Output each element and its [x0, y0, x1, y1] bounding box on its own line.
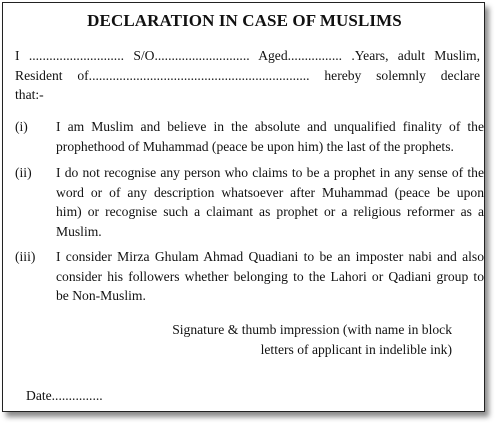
- signature-block: [172, 320, 452, 359]
- declaration-item: [56, 117, 484, 156]
- item-line: prophethood of Muhammad (peace be upon him) the last of the prophets.: [56, 138, 454, 154]
- item-line: word or of any description whatsoever after Muhammad (peace be upon: [56, 184, 484, 200]
- declaration-item: [56, 163, 484, 241]
- date-field: Date...............: [26, 388, 103, 403]
- item-line: Muslim.: [56, 223, 102, 239]
- intro-line: Resident of................................................................. hereby solemnly declare: [15, 67, 480, 83]
- item-line: I am Muslim and believe in the absolute and unqualified finality of the: [56, 119, 484, 134]
- item-marker: (i): [15, 119, 28, 134]
- item-line: consider his followers whether belonging to the Lahori or Qadiani group to: [56, 268, 484, 284]
- signature-line: letters of applicant in indelible ink): [260, 341, 452, 357]
- intro-paragraph: [15, 46, 480, 105]
- item-line: be Non-Muslim.: [56, 288, 146, 303]
- form-title: DECLARATION IN CASE OF MUSLIMS: [87, 11, 402, 30]
- declaration-item: [56, 247, 484, 306]
- item-marker: (ii): [15, 165, 32, 180]
- item-line: him) or recognise such a claimant as prophet or a religious reformer as a: [56, 204, 484, 219]
- declaration-form: [2, 2, 485, 412]
- item-line: I consider Mirza Ghulam Ahmad Quadiani to be an imposter nabi and also: [56, 249, 484, 264]
- intro-line: that:-: [15, 87, 44, 102]
- item-line: I do not recognise any person who claims to be a prophet in any sense of the: [56, 165, 484, 180]
- signature-line: Signature & thumb impression (with name in block: [172, 322, 452, 337]
- item-marker: (iii): [15, 249, 36, 264]
- intro-line: I ............................ S/O............................ Aged................ .Years, adult Muslim,: [15, 48, 480, 63]
